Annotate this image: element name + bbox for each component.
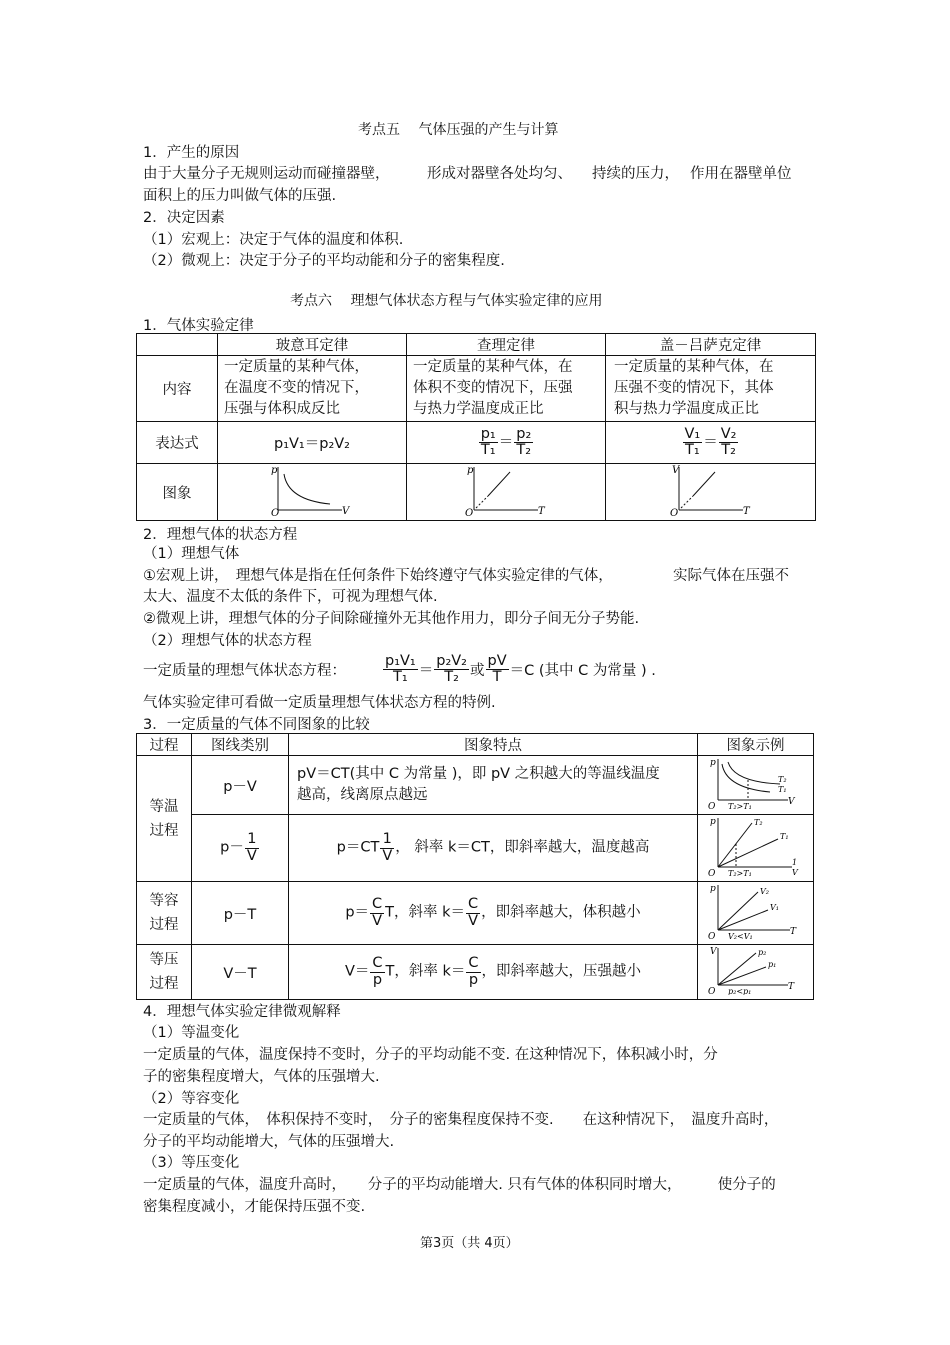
header-gaylussac: 盖－吕萨克定律 <box>606 334 816 356</box>
iso-temp-a: 一定质量的气体，温度保持不变时，分子的平均动能不变. 在这种情况下，体积减小时，分 <box>143 1047 718 1063</box>
svg-text:O: O <box>707 869 715 877</box>
sec5-p1-c: 持续的压力， <box>592 166 679 182</box>
svg-text:V: V <box>709 947 716 957</box>
pinv-example <box>698 815 814 882</box>
pv-type: p－V <box>192 756 289 815</box>
pinv-features: p＝CT $\frac{1}{V}$ ， 斜率 k＝CT，即斜率越大，温度越高 <box>289 815 698 882</box>
svg-text:O: O <box>271 508 280 516</box>
row-label-graph: 图象 <box>137 464 218 521</box>
sec6-title: 考点六 理想气体状态方程与气体实验定律的应用 <box>290 293 603 309</box>
header-features: 图象特点 <box>289 734 698 756</box>
svg-text:p₁: p₁ <box>767 960 776 969</box>
svg-text:T₂: T₂ <box>753 818 763 827</box>
sec5-h1: 1．产生的原因 <box>143 145 240 161</box>
gas-law-table <box>136 333 816 521</box>
iso-vol-b: 分子的平均动能增大，气体的压强增大. <box>143 1134 395 1150</box>
svg-text:p: p <box>709 817 716 827</box>
isobaric-label: 等压 过程 <box>137 945 192 1000</box>
svg-text:T: T <box>742 506 750 516</box>
svg-text:T: T <box>787 982 794 992</box>
isothermal-label: 等温 过程 <box>137 756 192 882</box>
pv-example <box>698 756 814 815</box>
sec5-macro: （1）宏观上：决定于气体的温度和体积. <box>143 232 404 248</box>
svg-text:T₁: T₁ <box>777 785 787 794</box>
gaylussac-graph <box>606 464 816 521</box>
svg-text:T₂>T₁: T₂>T₁ <box>727 802 752 810</box>
sec5-p1-b: 形成对器壁各处均匀、 <box>427 166 572 182</box>
svg-text:V₂: V₂ <box>759 887 769 896</box>
svg-text:V: V <box>787 797 794 807</box>
svg-text:p: p <box>271 465 278 476</box>
iso-vol-a: 一定质量的气体， 体积保持不变时， 分子的密集程度保持不变. 在这种情况下， 温度升高时， <box>143 1112 779 1128</box>
svg-text:O: O <box>465 508 474 516</box>
header-charles: 查理定律 <box>407 334 606 356</box>
header-process: 过程 <box>137 734 192 756</box>
ideal-macro-a: ①宏观上讲， 理想气体是指在任何条件下始终遵守气体实验定律的气体， <box>143 568 613 584</box>
special-case: 气体实验定律可看做一定质量理想气体状态方程的特例. <box>143 695 496 711</box>
svg-text:T₁: T₁ <box>779 832 789 841</box>
vt-features: V＝ $\frac{C}{p}$ T，斜率 k＝ $\frac{C}{p}$ ，即斜率越大，压强越小 <box>289 945 698 1000</box>
svg-text:p: p <box>709 884 716 894</box>
svg-text:T₂: T₂ <box>777 775 787 784</box>
sec6-h3: 3．一定质量的气体不同图象的比较 <box>143 717 370 733</box>
svg-text:V: V <box>671 465 679 476</box>
sec5-p1-d: 作用在器壁单位 <box>690 166 792 182</box>
sec6-h2b: （2）理想气体的状态方程 <box>143 633 312 649</box>
svg-text:O: O <box>669 508 678 516</box>
boyle-content: 一定质量的某种气体， 在温度不变的情况下， 压强与体积成反比 <box>218 356 407 422</box>
pv-features: pV＝CT(其中 C 为常量 )，即 pV 之积越大的等温线温度 越高，线离原点越远 <box>289 756 698 815</box>
iso-press-title: （3）等压变化 <box>143 1155 240 1171</box>
svg-text:1: 1 <box>791 858 797 867</box>
sec5-title: 考点五 气体压强的产生与计算 <box>358 122 559 138</box>
ideal-macro-b: 实际气体在压强不 <box>673 568 789 584</box>
header-boyle: 玻意耳定律 <box>218 334 407 356</box>
charles-expression: $\frac{\text{p₁}}{\text{T₁}}$ ＝ $\frac{\text{p₂}}{\text{T₂}}$ <box>407 422 606 464</box>
svg-text:T₂>T₁: T₂>T₁ <box>727 869 752 877</box>
sec5-micro: （2）微观上：决定于分子的平均动能和分子的密集程度. <box>143 253 505 269</box>
svg-text:V: V <box>791 868 798 877</box>
state-equation: 一定质量的理想气体状态方程： $\frac{\text{p₁V₁}}{\text{T₁}}$ ＝ $\frac{\text{p₂V₂}}{\text{T₂}}$ 或 $\frac{pV}{T}$ ＝C (其中 C 为常量 ) . <box>143 653 656 686</box>
svg-text:O: O <box>707 932 715 940</box>
svg-text:p: p <box>709 758 716 768</box>
boyle-graph <box>218 464 407 521</box>
svg-text:V: V <box>342 506 350 516</box>
svg-text:V₂<V₁: V₂<V₁ <box>727 932 753 940</box>
svg-text:p₂<p₁: p₂<p₁ <box>727 987 751 995</box>
sec6-h4: 4．理想气体实验定律微观解释 <box>143 1004 341 1020</box>
row-label-content: 内容 <box>137 356 218 422</box>
svg-text:V₁: V₁ <box>769 903 779 912</box>
svg-text:p: p <box>467 465 474 476</box>
sec5-p1-e: 面积上的压力叫做气体的压强. <box>143 188 337 204</box>
sec5-h2: 2．决定因素 <box>143 210 225 226</box>
header-graph-type: 图线类别 <box>192 734 289 756</box>
iso-press-a: 一定质量的气体，温度升高时， 分子的平均动能增大. 只有气体的体积同时增大， 使分子的 <box>143 1177 776 1193</box>
svg-text:O: O <box>707 987 715 995</box>
sec6-h2: 2．理想气体的状态方程 <box>143 527 298 543</box>
iso-press-b: 密集程度减小，才能保持压强不变. <box>143 1199 366 1215</box>
sec6-h2a: （1）理想气体 <box>143 546 240 562</box>
pt-type: p－T <box>192 882 289 945</box>
sec6-h1: 1．气体实验定律 <box>143 318 254 334</box>
gaylussac-expression: $\frac{\text{V₁}}{\text{T₁}}$ ＝ $\frac{\text{V₂}}{\text{T₂}}$ <box>606 422 816 464</box>
gaylussac-content: 一定质量的某种气体，在 压强不变的情况下，其体 积与热力学温度成正比 <box>606 356 816 422</box>
iso-temp-b: 子的密集程度增大，气体的压强增大. <box>143 1069 380 1085</box>
pt-features: p＝ $\frac{C}{V}$ T，斜率 k＝ $\frac{C}{V}$ ，即斜率越大，体积越小 <box>289 882 698 945</box>
pt-example <box>698 882 814 945</box>
pinv-type: p－ $\frac{1}{V}$ <box>192 815 289 882</box>
boyle-expression: p₁V₁＝p₂V₂ <box>218 422 407 464</box>
svg-text:T: T <box>538 506 545 516</box>
isochoric-label: 等容 过程 <box>137 882 192 945</box>
row-label-expression: 表达式 <box>137 422 218 464</box>
svg-text:T: T <box>789 927 796 937</box>
iso-temp-title: （1）等温变化 <box>143 1025 240 1041</box>
ideal-macro-c: 太大、温度不太低的条件下，可视为理想气体. <box>143 589 438 605</box>
charles-graph <box>407 464 606 521</box>
svg-text:p₂: p₂ <box>757 948 766 957</box>
ideal-micro: ②微观上讲，理想气体的分子间除碰撞外无其他作用力，即分子间无分子势能. <box>143 611 640 627</box>
vt-type: V－T <box>192 945 289 1000</box>
svg-text:O: O <box>707 802 715 810</box>
vt-example <box>698 945 814 1000</box>
sec5-p1-a: 由于大量分子无规则运动而碰撞器壁， <box>143 166 390 182</box>
charles-content: 一定质量的某种气体，在 体积不变的情况下，压强 与热力学温度成正比 <box>407 356 606 422</box>
graph-comparison-table <box>136 733 814 1000</box>
page-footer: 第3页（共 4页） <box>420 1236 519 1251</box>
iso-vol-title: （2）等容变化 <box>143 1091 240 1107</box>
header-example: 图象示例 <box>698 734 814 756</box>
